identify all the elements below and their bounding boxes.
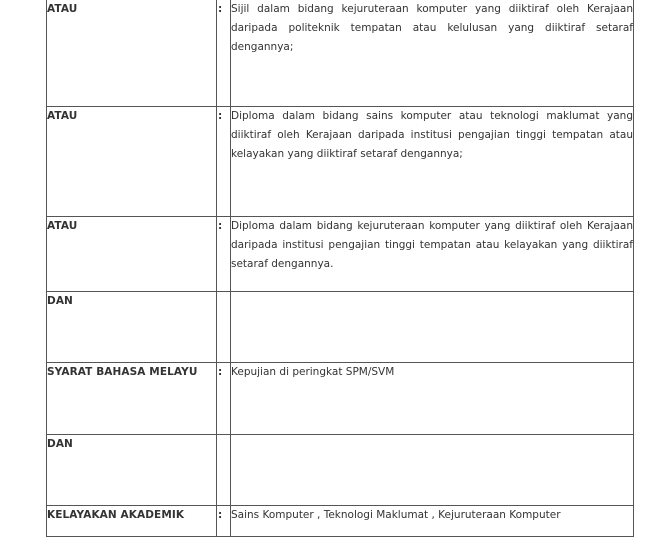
row-value: Diploma dalam bidang kejuruteraan komputer yang diiktiraf oleh Kerajaan daripada institusi pengajian tinggi tempatan atau kelayakan yang diiktiraf setaraf dengannya. [231,217,634,292]
row-label: ATAU [47,217,217,292]
row-value: Sijil dalam bidang kejuruteraan komputer yang diiktiraf oleh Kerajaan daripada politeknik tempatan atau kelulusan yang diiktiraf setaraf dengannya; [231,0,634,107]
table-row [47,435,634,506]
row-separator: : [217,217,231,292]
row-value [231,435,634,506]
table-row [47,292,634,363]
table-row [47,363,634,435]
row-value: Sains Komputer , Teknologi Maklumat , Kejuruteraan Komputer [231,506,634,537]
table-row [47,217,634,292]
table-row [47,107,634,217]
row-label: KELAYAKAN AKADEMIK [47,506,217,537]
row-label: DAN [47,292,217,363]
row-label: SYARAT BAHASA MELAYU [47,363,217,435]
row-separator [217,292,231,363]
row-label: ATAU [47,0,217,107]
table-row [47,0,634,107]
row-separator: : [217,107,231,217]
row-separator [217,435,231,506]
row-separator: : [217,506,231,537]
row-label: DAN [47,435,217,506]
row-value: Kepujian di peringkat SPM/SVM [231,363,634,435]
table-row [47,506,634,537]
row-value: Diploma dalam bidang sains komputer atau teknologi maklumat yang diiktiraf oleh Kerajaan daripada institusi pengajian tinggi tempatan atau kelayakan yang diiktiraf setaraf dengannya; [231,107,634,217]
row-separator: : [217,0,231,107]
row-label: ATAU [47,107,217,217]
row-value [231,292,634,363]
requirements-table [46,0,634,537]
row-separator: : [217,363,231,435]
